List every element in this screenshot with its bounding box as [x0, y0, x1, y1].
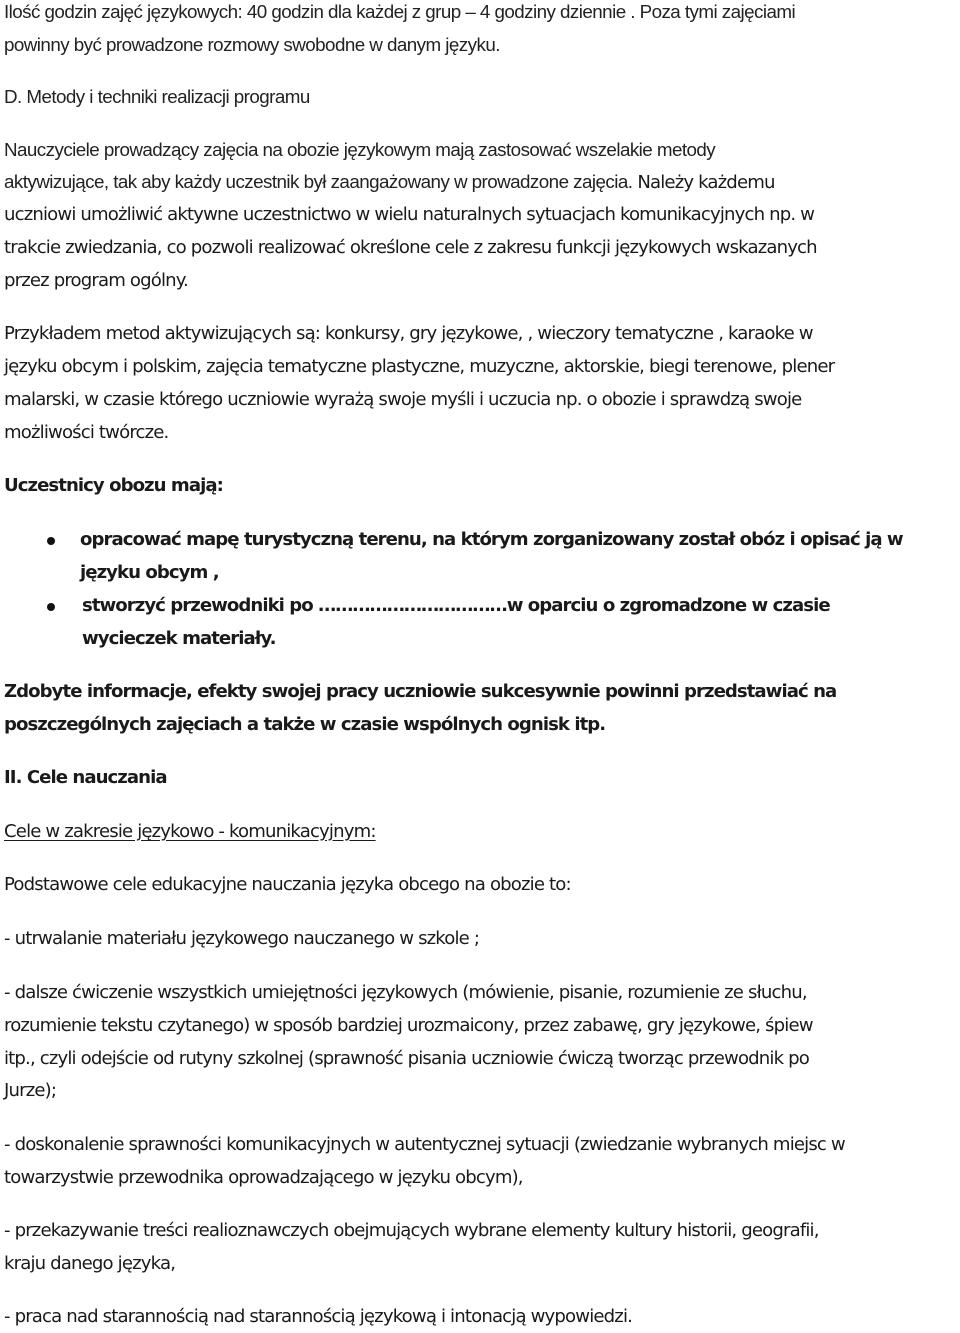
section-d-para1-line-5: przez program ogólny.	[4, 270, 188, 291]
participants-summary-line-1: Zdobyte informacje, efekty swojej pracy uczniowie sukcesywnie powinni przedstawiać na	[4, 681, 837, 702]
section-d-heading: D. Metody i techniki realizacji programu	[4, 86, 310, 107]
section-d-para2-line-4: możliwości twórcze.	[4, 422, 169, 443]
intro-line-1: Ilość godzin zajęć językowych: 40 godzin dla każdej z grup – 4 godziny dziennie . Poza tymi zajęciami	[4, 1, 796, 22]
bullet-dot-2	[47, 603, 55, 611]
section-ii-heading: II. Cele nauczania	[4, 767, 167, 788]
goal-3-line-1: - doskonalenie sprawności komunikacyjnych w autentycznej sytuacji (zwiedzanie wybranych miejsc w	[4, 1134, 845, 1155]
section-d-para1-line-2-part-b: Należy każdemu	[632, 172, 775, 193]
section-d-para2-line-2: języku obcym i polskim, zajęcia tematyczne plastyczne, muzyczne, aktorskie, biegi terenowe, plener	[4, 356, 835, 377]
section-ii-intro: Podstawowe cele edukacyjne nauczania języka obcego na obozie to:	[4, 874, 571, 895]
goal-3-line-2: towarzystwie przewodnika oprowadzającego w języku obcym),	[4, 1167, 523, 1188]
goal-4-line-2: kraju danego języka,	[4, 1253, 176, 1274]
goal-5-line-1: - praca nad starannością nad starannością językową i intonacją wypowiedzi.	[4, 1306, 633, 1327]
participants-summary-line-2: poszczególnych zajęciach a także w czasie wspólnych ognisk itp.	[4, 714, 606, 735]
participants-bullet-2-line-2: wycieczek materiały.	[82, 628, 276, 649]
goal-1-line-1: - utrwalanie materiału językowego nauczanego w szkole ;	[4, 928, 480, 949]
section-d-para1-line-2-part-a: aktywizujące, tak aby każdy uczestnik był zaangażowany w prowadzone zajęcia.	[4, 171, 633, 192]
goal-2-line-3: itp., czyli odejście od rutyny szkolnej (sprawność pisania uczniowie ćwiczą tworząc przewodnik po	[4, 1048, 809, 1069]
section-d-para1-line-4: trakcie zwiedzania, co pozwoli realizować określone cele z zakresu funkcji językowych wskazanych	[4, 237, 817, 258]
section-d-para2-line-1: Przykładem metod aktywizujących są: konkursy, gry językowe, , wieczory tematyczne , karaoke w	[4, 323, 813, 344]
section-d-para2-line-3: malarski, w czasie którego uczniowie wyrażą swoje myśli i uczucia np. o obozie i sprawdzą swoje	[4, 389, 802, 410]
goal-2-line-2: rozumienie tekstu czytanego) w sposób bardziej urozmaicony, przez zabawę, gry językowe, śpiew	[4, 1015, 813, 1036]
goal-2-line-1: - dalsze ćwiczenie wszystkich umiejętności językowych (mówienie, pisanie, rozumienie ze słuchu,	[4, 982, 807, 1003]
section-ii-subheading: Cele w zakresie językowo - komunikacyjnym:	[4, 821, 376, 842]
participants-heading: Uczestnicy obozu mają:	[4, 475, 223, 496]
participants-bullet-1-line-2: języku obcym ,	[80, 562, 219, 583]
participants-bullet-1-line-1: opracować mapę turystyczną terenu, na którym zorganizowany został obóz i opisać ją w	[80, 529, 903, 550]
intro-line-2: powinny być prowadzone rozmowy swobodne w danym języku.	[4, 34, 500, 55]
document-page	[4, 0, 954, 1333]
section-d-para1-line-1: Nauczyciele prowadzący zajęcia na obozie językowym mają zastosować wszelakie metody	[4, 139, 716, 160]
goal-2-line-4: Jurze);	[4, 1080, 57, 1101]
bullet-dot-1	[47, 537, 55, 545]
section-d-para1-line-2	[4, 173, 775, 192]
participants-bullet-2-line-1: stworzyć przewodniki po ……………………………w oparciu o zgromadzone w czasie	[82, 595, 830, 616]
goal-4-line-1: - przekazywanie treści realioznawczych obejmujących wybrane elementy kultury historii, geografii,	[4, 1220, 819, 1241]
section-d-para1-line-3: uczniowi umożliwić aktywne uczestnictwo w wielu naturalnych sytuacjach komunikacyjnych np. w	[4, 204, 815, 225]
